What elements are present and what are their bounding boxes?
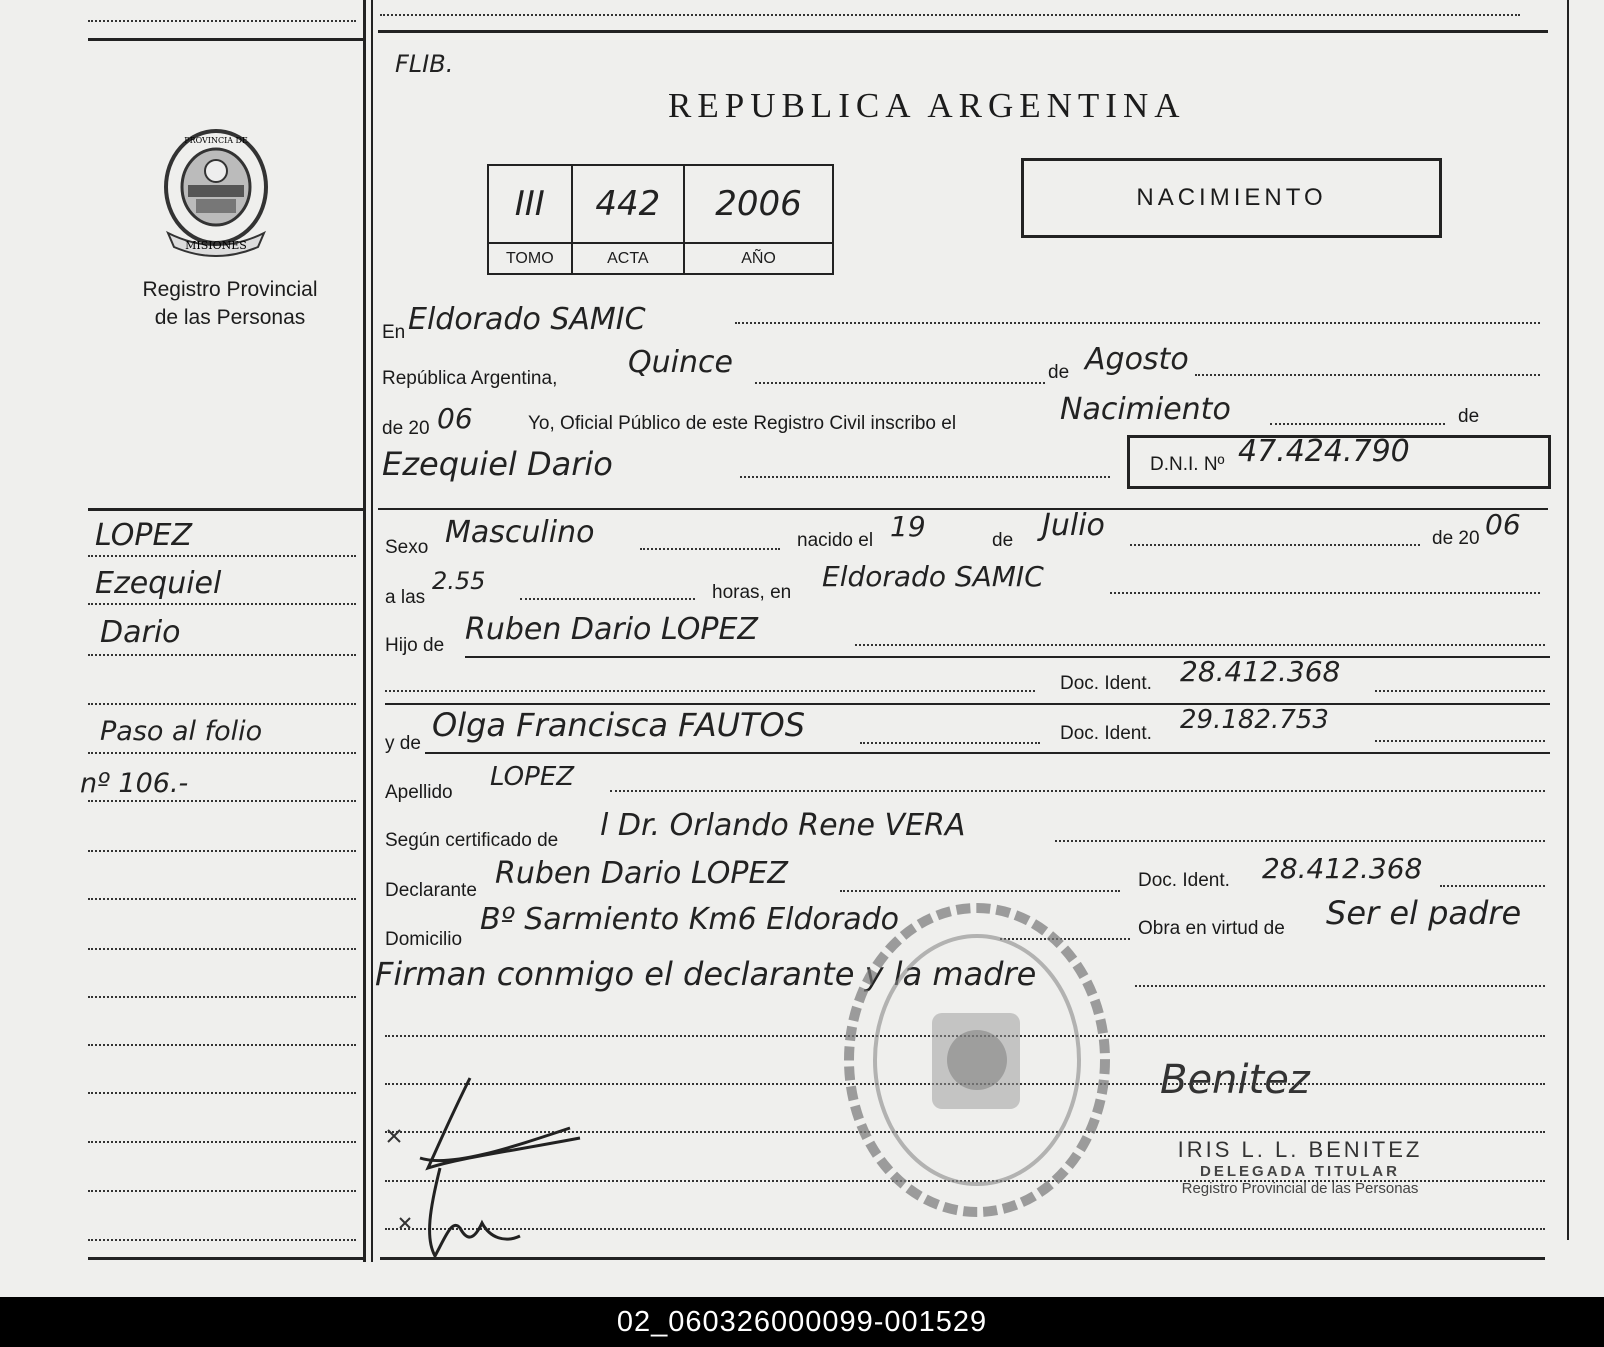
provincial-seal-icon: [160, 125, 272, 257]
margin-bottom-rule: [88, 1257, 366, 1260]
doc-label-declarant: Doc. Ident.: [1138, 870, 1230, 891]
margin-divider-right: [371, 0, 373, 1262]
year-suffix-2: 06: [1485, 508, 1521, 541]
line: [755, 382, 1045, 384]
nacido-label: nacido el: [797, 530, 874, 551]
line: [1375, 740, 1545, 742]
line: [1270, 423, 1445, 425]
margin-line: [88, 1044, 356, 1046]
signature-marks-icon: [380, 1068, 600, 1268]
de-label: de: [1048, 362, 1070, 383]
dni-box: [1127, 435, 1551, 489]
rule: [385, 703, 1550, 705]
record-type-box: NACIMIENTO: [1021, 158, 1442, 238]
birth-month-value: Julio: [1042, 508, 1105, 543]
line: [840, 890, 1120, 892]
line: [735, 322, 1540, 324]
registry-name: [100, 276, 360, 332]
surname-value: LOPEZ: [490, 762, 575, 792]
registrar-name: IRIS L. L. BENITEZ: [1177, 1137, 1423, 1162]
dni-label: D.N.I. Nº: [1150, 454, 1225, 475]
line: [1110, 592, 1540, 594]
hour-value: 2.55: [432, 567, 486, 595]
line: [640, 548, 780, 550]
declarant-value: Ruben Dario LOPEZ: [495, 856, 788, 891]
margin-note-folio: Paso al folio: [100, 716, 263, 747]
margin-line: [88, 603, 356, 605]
obra-label: Obra en virtud de: [1138, 918, 1285, 939]
corner-mark: FLIB.: [395, 50, 454, 78]
mother-name-value: Olga Francisca FAUTOS: [432, 706, 806, 744]
registrar-office: Registro Provincial de las Personas: [1181, 1180, 1419, 1197]
svg-text:MISIONES: MISIONES: [185, 239, 247, 252]
segun-label: Según certificado de: [385, 830, 559, 851]
father-name-value: Ruben Dario LOPEZ: [465, 612, 758, 647]
line: [1130, 544, 1420, 546]
line: [520, 598, 695, 600]
doc-label-mother: Doc. Ident.: [1060, 723, 1152, 744]
republica-label: República Argentina,: [382, 368, 558, 389]
margin-line: [88, 996, 356, 998]
line: [1375, 690, 1545, 692]
margin-note-number: nº 106.-: [80, 768, 189, 799]
address-value: Bº Sarmiento Km6 Eldorado: [480, 902, 900, 937]
margin-line: [88, 850, 356, 852]
margin-section-rule: [88, 508, 366, 511]
signature-statement: Firman conmigo el declarante y la madre: [375, 955, 1037, 993]
rule: [465, 656, 1550, 658]
ano-label: AÑO: [684, 243, 833, 274]
horas-label: horas, en: [712, 582, 792, 603]
margin-given-name-2: Dario: [100, 615, 181, 650]
margin-line: [88, 1141, 356, 1143]
margin-top-rule: [88, 38, 366, 41]
declarant-doc-value: 28.412.368: [1262, 852, 1423, 885]
sex-value: Masculino: [445, 515, 595, 550]
registrar-signature-block: [1140, 1057, 1460, 1197]
father-doc-value: 28.412.368: [1180, 655, 1341, 688]
document-id-footer: 02_060326000099-001529: [0, 1297, 1604, 1347]
margin-line: [88, 1239, 356, 1241]
line: [855, 644, 1545, 646]
birth-day-value: 19: [890, 510, 926, 543]
top-line: [380, 14, 1520, 16]
en-label: En: [382, 322, 406, 343]
de-label-2: de: [1458, 406, 1480, 427]
registrar-role: DELEGADA TITULAR: [1200, 1163, 1400, 1180]
oficial-text: Yo, Oficial Público de este Registro Civil inscribo el: [528, 413, 957, 434]
a-las-label: a las: [385, 587, 426, 608]
day-value: Quince: [628, 345, 733, 380]
margin-line: [88, 752, 356, 754]
line: [1055, 840, 1545, 842]
line: [1135, 985, 1545, 987]
margin-line: [88, 703, 356, 705]
doc-label-father: Doc. Ident.: [1060, 673, 1152, 694]
year-prefix: de 20: [382, 418, 430, 439]
line: [385, 690, 1035, 692]
margin-line: [88, 20, 356, 22]
margin-line: [88, 800, 356, 802]
relation-value: Ser el padre: [1326, 894, 1522, 932]
margin-given-name-1: Ezequiel: [95, 566, 222, 601]
rule: [425, 752, 1550, 754]
line: [610, 790, 1545, 792]
sexo-label: Sexo: [385, 537, 429, 558]
margin-divider-left: [363, 0, 366, 1262]
acta-label: ACTA: [572, 243, 685, 274]
year-prefix-2: de 20: [1432, 528, 1480, 549]
page-right-border: [1567, 0, 1569, 1240]
tomo-value: III: [488, 165, 572, 243]
margin-line: [88, 555, 356, 557]
act-value: Nacimiento: [1060, 392, 1231, 427]
year-suffix: 06: [437, 402, 473, 435]
margin-line: [88, 654, 356, 656]
acta-value: 442: [572, 165, 685, 243]
y-de-label: y de: [385, 733, 421, 754]
svg-text:PROVINCIA DE: PROVINCIA DE: [184, 136, 248, 145]
section-rule: [378, 508, 1548, 510]
mother-doc-value: 29.182.753: [1180, 705, 1329, 735]
margin-surname: LOPEZ: [95, 518, 193, 553]
margin-line: [88, 1190, 356, 1192]
de-label-3: de: [992, 530, 1014, 551]
country-title: REPUBLICA ARGENTINA: [668, 86, 1186, 125]
month-value: Agosto: [1085, 342, 1189, 377]
registry-name-line2: de las Personas: [154, 306, 306, 329]
child-name-value: Ezequiel Dario: [382, 445, 613, 483]
apellido-label: Apellido: [385, 782, 453, 803]
margin-line: [88, 1092, 356, 1094]
domicilio-label: Domicilio: [385, 929, 463, 950]
ano-value: 2006: [684, 165, 833, 243]
line: [1195, 374, 1540, 376]
hijo-de-label: Hijo de: [385, 635, 445, 656]
line: [1440, 885, 1545, 887]
place-value: Eldorado SAMIC: [408, 302, 646, 337]
dni-value: 47.424.790: [1238, 434, 1410, 469]
registry-name-line1: Registro Provincial: [142, 278, 318, 301]
line: [740, 476, 1110, 478]
record-reference-table: [487, 164, 834, 275]
birth-place-value: Eldorado SAMIC: [822, 560, 1044, 593]
line: [860, 742, 1040, 744]
declarante-label: Declarante: [385, 880, 477, 901]
margin-line: [88, 948, 356, 950]
margin-line: [88, 898, 356, 900]
top-rule: [378, 30, 1548, 33]
official-stamp-icon: [840, 895, 1115, 1225]
registrar-signature: Benitez: [1160, 1057, 1310, 1103]
physician-value: l Dr. Orlando Rene VERA: [600, 808, 966, 843]
tomo-label: TOMO: [488, 243, 572, 274]
